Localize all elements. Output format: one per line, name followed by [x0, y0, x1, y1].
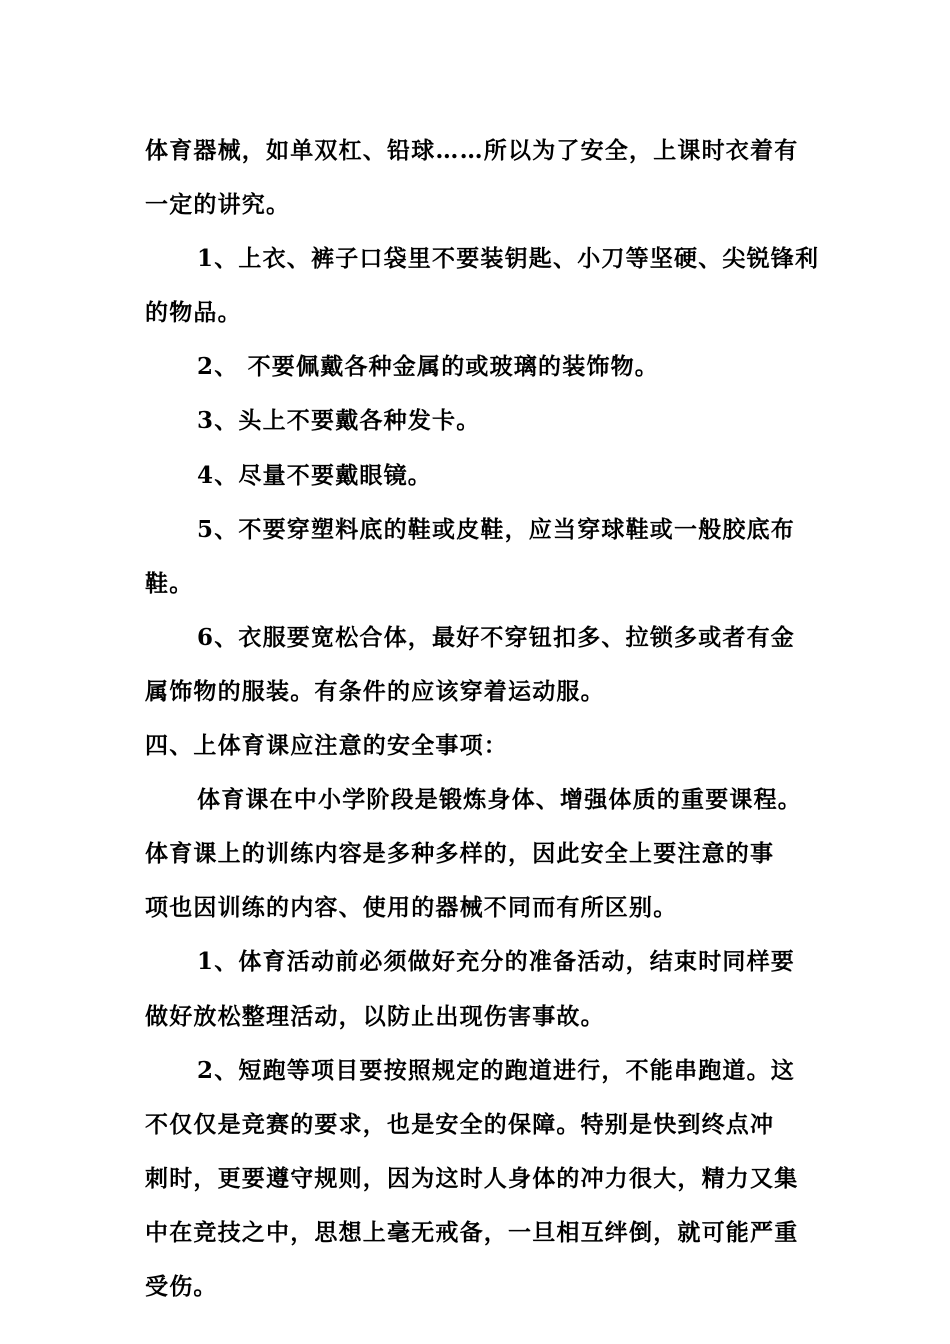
text-line: 四、上体育课应注意的安全事项：	[145, 732, 508, 760]
paragraph-section-4-item-2	[145, 1044, 810, 1314]
text-line: 3、头上不要戴各种发卡。	[197, 407, 481, 435]
text-line: 的物品。	[145, 299, 242, 327]
text-line: 一定的讲究。	[145, 191, 291, 219]
text-line: 体育器械，如单双杠、铅球……所以为了安全，上课时衣着有	[145, 137, 799, 164]
paragraph-rule-4	[145, 449, 810, 503]
text-line: 项也因训练的内容、使用的器械不同而有所区别。	[145, 894, 678, 922]
section-heading	[145, 719, 810, 773]
text-line: 做好放松整理活动，以防止出现伤害事故。	[145, 1002, 605, 1030]
text-line: 4、尽量不要戴眼镜。	[197, 461, 433, 489]
text-line: 中在竞技之中，思想上毫无戒备，一旦相互绊倒，就可能严重	[145, 1218, 799, 1246]
paragraph-intro-continuation	[145, 124, 810, 232]
text-line: 2、 不要佩戴各种金属的或玻璃的装饰物。	[197, 353, 660, 381]
text-line: 1、上衣、裤子口袋里不要装钥匙、小刀等坚硬、尖锐锋利	[197, 245, 820, 273]
text-line: 刺时，更要遵守规则，因为这时人身体的冲力很大，精力又集	[145, 1164, 799, 1192]
paragraph-section-4-intro	[145, 773, 810, 935]
text-line: 6、衣服要宽松合体，最好不穿钮扣多、拉锁多或者有金	[197, 623, 796, 651]
text-line: 5、不要穿塑料底的鞋或皮鞋，应当穿球鞋或一般胶底布	[197, 515, 796, 543]
text-line: 受伤。	[145, 1272, 218, 1300]
text-line: 2、短跑等项目要按照规定的跑道进行，不能串跑道。这	[197, 1056, 796, 1084]
text-line: 体育课上的训练内容是多种多样的，因此安全上要注意的事	[145, 840, 775, 868]
text-line: 不仅仅是竞赛的要求，也是安全的保障。特别是快到终点冲	[145, 1110, 775, 1138]
text-line: 1、体育活动前必须做好充分的准备活动，结束时同样要	[197, 948, 796, 976]
paragraph-section-4-item-1	[145, 935, 810, 1043]
paragraph-rule-1	[145, 232, 820, 340]
text-line: 体育课在中小学阶段是锻炼身体、增强体质的重要课程。	[197, 786, 802, 814]
paragraph-rule-2	[145, 340, 810, 394]
paragraph-rule-5	[145, 503, 810, 611]
paragraph-rule-6	[145, 611, 810, 719]
text-line: 属饰物的服装。有条件的应该穿着运动服。	[145, 677, 605, 705]
text-line: 鞋。	[145, 569, 194, 597]
paragraph-rule-3	[145, 394, 810, 448]
document-page	[145, 124, 820, 1314]
